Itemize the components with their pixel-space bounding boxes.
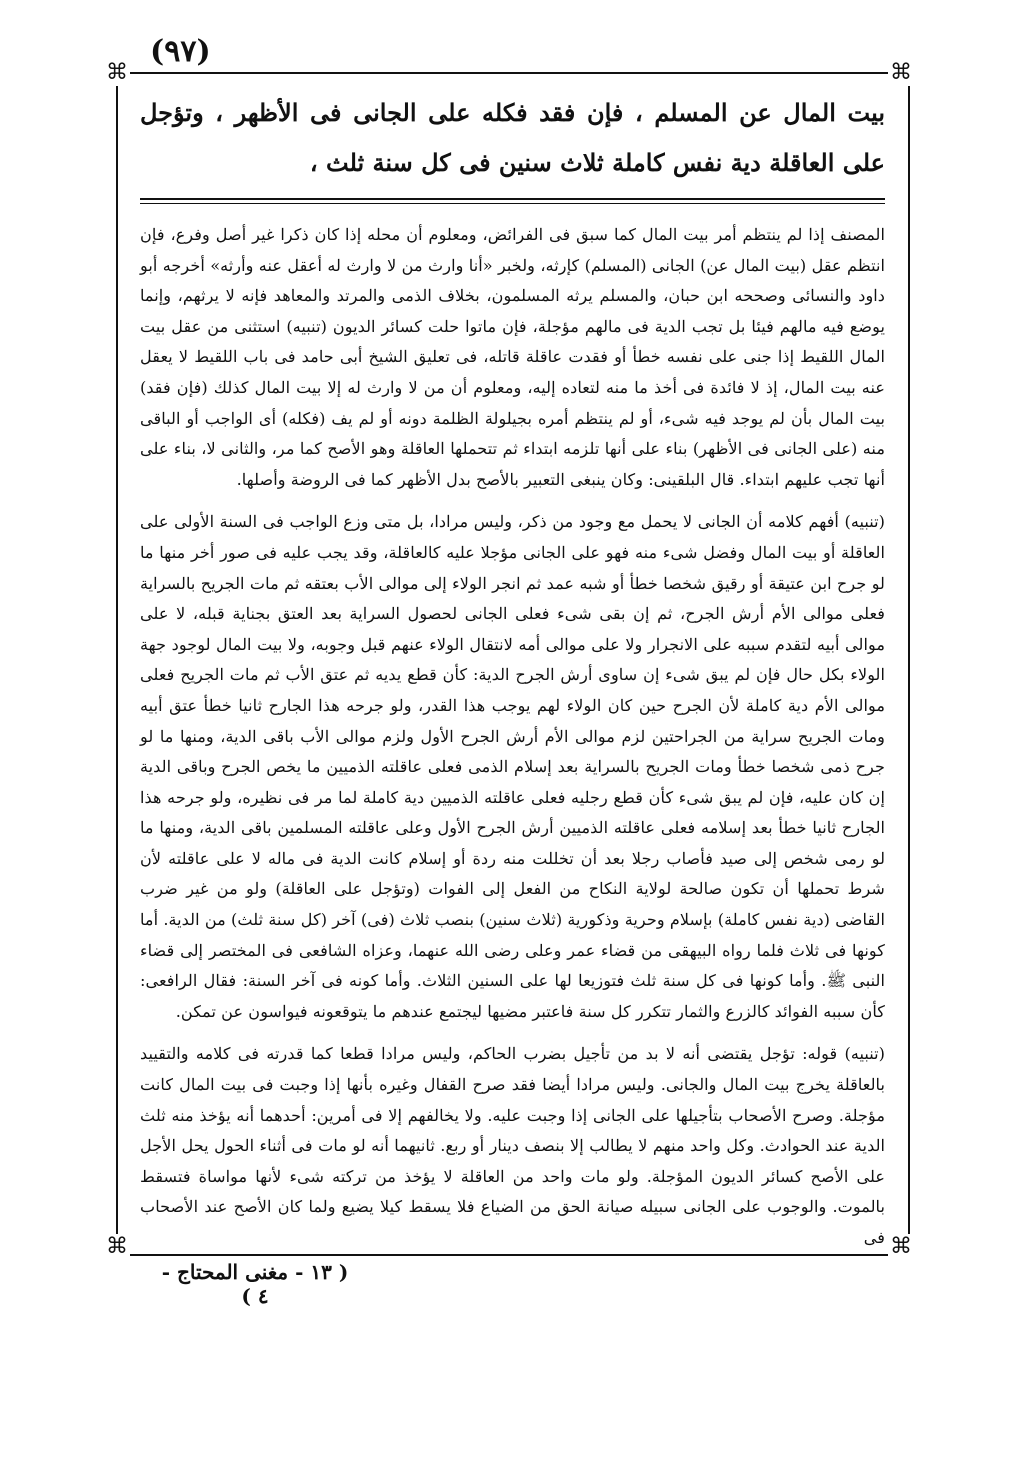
- corner-ornament-icon: ⌘: [106, 1234, 128, 1259]
- commentary-paragraph: (تنبيه) قوله: تؤجل يقتضى أنه لا بد من تأجيل بضرب الحاكم، وليس مرادا قطعا كما قدرته فى كلامه والتقييد بالعاقلة يخرج بيت المال والجانى. وليس مرادا أيضا فقد صرح القفال وغيره بأنها إذا وجبت فى بيت المال كانت مؤجلة. وصرح الأصحاب بتأجيلها على الجانى إذا وجبت عليه. ولا يخالفهم إلا فى أمرين: أحدهما أنه يؤخذ منه ثلث الدية عند الحوادث. وكل واحد منهم لا يطالب إلا بنصف دينار أو ربع. ثانيهما أنه لو مات فى أثناء الحول يحل الأجل على الأصح كسائر الديون المؤجلة. ولو مات واحد من العاقلة لا يؤخذ من تركته شىء لأنها مواساة فتسقط بالموت. والوجوب على الجانى سبيله صيانة الحق من الضياع فلا يسقط كيلا يضيع ولما كان الأصح عند الأصحاب فى: [140, 1044, 885, 1247]
- commentary-paragraph: المصنف إذا لم ينتظم أمر بيت المال كما سبق فى الفرائض، ومعلوم أن محله إذا كان ذكرا غير أصل وفرع، فإن انتظم عقل (بيت المال عن) الجانى (المسلم) كإرثه، ولخبر «أنا وارث من لا وارث له أعقل عنه وأرثه» أخرجه أبو داود والنسائى وصححه ابن حبان، والمسلم يرثه المسلمون، بخلاف الذمى والمرتد والمعاهد فإنه لا يرثهم، وإنما يوضع فيه مالهم فيئا بل تجب الدية فى مالهم مؤجلة، فإن ماتوا حلت كسائر الديون (تنبيه) استثنى من عقل بيت المال اللقيط إذا جنى على نفسه خطأ أو فقدت عاقلة قاتله، فى تعليق الشيخ أبى حامد فى باب اللقيط لا يعقل عنه بيت المال، إذ لا فائدة فى أخذ ما منه لتعاده إليه، ومعلوم أن من لا وارث له إلا بيت المال كذلك (فإن فقد) بيت المال بأن لم يوجد فيه شىء، أو لم ينتظم أمره بجيلولة الظلمة دونه أو لم يف (فكله) أى الواجب أو الباقى منه (على الجانى فى الأظهر) بناء على أنها تلزمه ابتداء ثم تتحملها العاقلة وهو الأصح كما مر، والثانى لا، بناء على أنها تجب عليهم ابتداء. قال البلقينى: وكان ينبغى التعبير بالأصح بدل الأظهر كما فى الروضة وأصلها.: [140, 225, 885, 489]
- main-text: بيت المال عن المسلم ، فإن فقد فكله على الجانى فى الأظهر ، وتؤجل على العاقلة دية نفس كاملة ثلاث سنين فى كل سنة ثلث ،: [140, 98, 886, 177]
- corner-ornament-icon: ⌘: [890, 60, 912, 85]
- footer-signature: ( ١٣ - مغنى المحتاج - ٤ ): [161, 1260, 349, 1308]
- corner-ornament-icon: ⌘: [890, 1234, 912, 1259]
- divider: [140, 198, 885, 204]
- commentary-paragraph: (تنبيه) أفهم كلامه أن الجانى لا يحمل مع وجود من ذكر، وليس مرادا، بل متى وزع الواجب فى السنة الأولى على العاقلة أو بيت المال وفضل شىء منه فهو على الجانى مؤجلا عليه كالعاقلة، وقد يجب عليه فى صور أخر منها ما لو جرح ابن عتيقة أو رقيق شخصا خطأ أو شبه عمد ثم انجر الولاء إلى موالى الأب بعتقه ثم مات الجريح بالسراية فعلى موالى الأم أرش الجرح، ثم إن بقى شىء فعلى الجانى لحصول السراية بعد العتق بجناية قبله، لا على موالى أبيه لتقدم سببه على الانجرار ولا على موالى أمه لانتقال الولاء عنهم قبل وجوبه، ولا بيت المال لوجود جهة الولاء بكل حال فإن لم يبق شىء إن ساوى أرش الجرح الدية: كأن قطع يديه ثم عتق الأب ثم مات الجريح فعلى موالى الأم دية كاملة لأن الجرح حين كان الولاء لهم يوجب هذا القدر، ولو جرحه هذا الجارح ثانيا خطأ عتق أبيه ومات الجريح سراية من الجراحتين لزم موالى الأم أرش الجرح الأول ولزم موالى الأب باقى الدية، ومنها ما لو جرح ذمى شخصا خطأ ومات الجريح بالسراية بعد إسلام الذمى فعلى عاقلته الذميين ما يخص الجرح وباقى الدية إن كان عليه، فإن لم يبق شىء كأن قطع رجليه فعلى عاقلته الذميين دية كاملة لما مر فى نظيره، ولو جرحه هذا الجارح ثانيا خطأ بعد إسلامه فعلى عاقلته الذميين أرش الجرح الأول وعلى عاقلته المسلمين باقى الدية، ومنها ما لو رمى شخص إلى صيد فأصاب رجلا بعد أن تخللت منه ردة أو إسلام كانت الدية فى ماله لا على عاقلته لأن شرط تحملها أن تكون صالحة لولاية النكاح من الفعل إلى الفوات (وتؤجل على العاقلة) ولو من غير ضرب القاضى (دية نفس كاملة) بإسلام وحرية وذكورية (ثلاث سنين) بنصب ثلاث (فى) آخر (كل سنة ثلث) من الدية. أما كونها فى ثلاث فلما رواه البيهقى من قضاء عمر وعلى رضى الله عنهما، وعزاه الشافعى فى المختصر إلى قضاء النبى ﷺ. وأما كونها فى كل سنة ثلث فتوزيعا لها على السنين الثلاث. وأما كونه فى آخر السنة: فقال الرافعى: كأن سببه الفوائد كالزرع والثمار تتكرر كل سنة فاعتبر مضيها ليجتمع عندهم ما يتوقعونه فيواسون عن تمكن.: [140, 512, 885, 1021]
- page-content: [140, 88, 885, 1262]
- commentary: [140, 220, 885, 1254]
- page-number: (٩٧): [150, 34, 211, 69]
- corner-ornament-icon: ⌘: [106, 60, 128, 85]
